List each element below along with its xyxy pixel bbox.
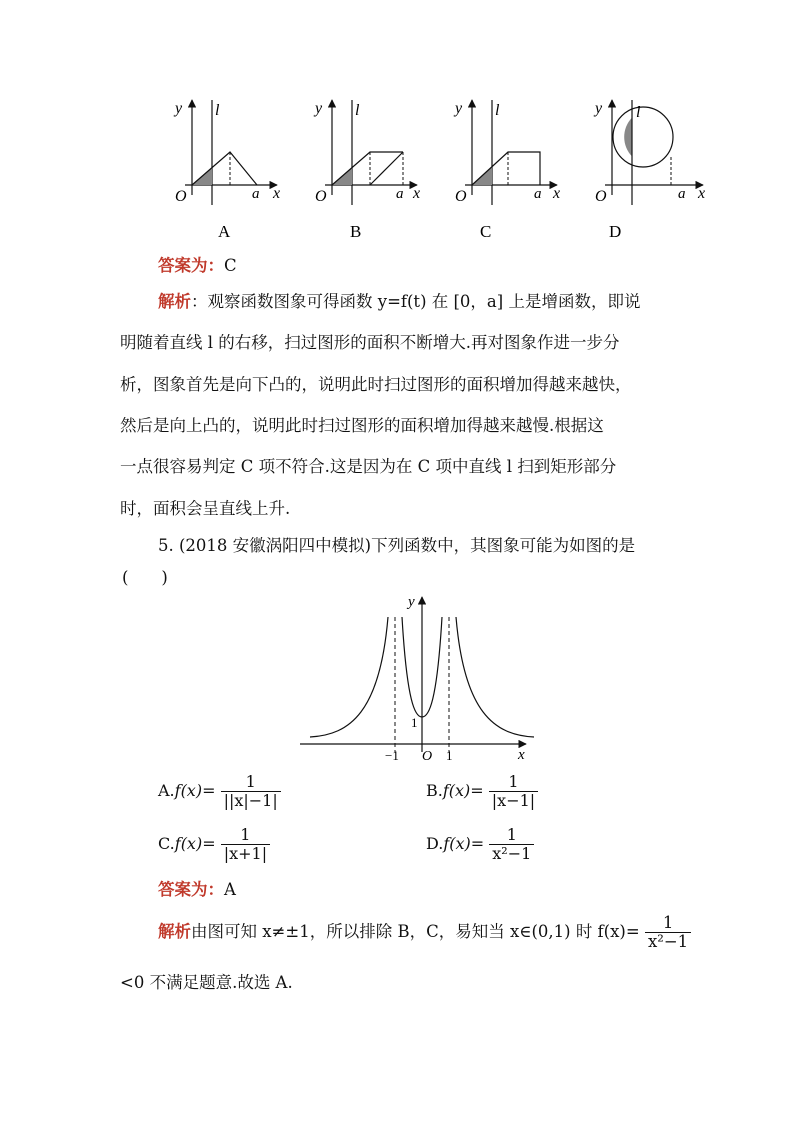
- q4-explain-line-4: 然后是向上凸的，说明此时扫过图形的面积增加得越来越慢.根据这: [120, 416, 604, 435]
- option-d-den: x²−1: [492, 844, 532, 863]
- graph-c-y-label: y: [455, 100, 463, 117]
- option-a-prefix: A.: [158, 781, 175, 800]
- graph-d-l-label: l: [636, 104, 641, 121]
- q5-bracket: ( ): [122, 568, 168, 587]
- q5-answer: [158, 880, 236, 900]
- q5-explain-text: 由图可知 x≠±1，所以排除 B，C，易知当 x∈(0,1) 时 f(x)=: [191, 922, 640, 941]
- graph-a-o-label: O: [175, 188, 187, 205]
- option-b-num: 1: [489, 773, 538, 792]
- graph-c-a-label: a: [534, 186, 542, 202]
- option-c-fraction: [221, 826, 270, 863]
- q5-answer-value: A: [224, 880, 236, 899]
- q5-explain-line-2: <0 不满足题意.故选 A.: [120, 973, 293, 992]
- q5-graph-one-label: 1: [411, 715, 418, 730]
- graph-b: [313, 100, 420, 241]
- q5-graph-pos1-label: 1: [446, 748, 453, 763]
- option-c-num: 1: [221, 826, 270, 845]
- graph-a-l-label: l: [215, 102, 220, 119]
- answer-value: C: [224, 256, 237, 275]
- q5-graph-neg1-label: −1: [385, 748, 399, 763]
- graph-c-o-label: O: [455, 188, 467, 205]
- option-b-den: |x−1|: [491, 791, 536, 810]
- option-d-fraction: [489, 826, 534, 863]
- option-d: [426, 826, 534, 863]
- option-a-fx: f(x)=: [174, 781, 216, 800]
- graph-a: [173, 100, 280, 241]
- q4-explain-line-5: 一点很容易判定 C 项不符合.这是因为在 C 项中直线 l 扫到矩形部分: [120, 457, 617, 476]
- q5-explain-label: 解析: [158, 922, 191, 941]
- q5-explain-den: x²−1: [647, 932, 689, 951]
- graph-c-caption: C: [480, 222, 492, 241]
- graph-c: [453, 100, 560, 241]
- graph-b-x-label: x: [413, 185, 421, 202]
- explain-label: 解析: [158, 292, 191, 311]
- q5-stem: 5. (2018 安徽涡阳四中模拟)下列函数中，其图象可能为如图的是: [158, 536, 636, 555]
- graph-b-o-label: O: [315, 188, 327, 205]
- graph-a-a-label: a: [252, 186, 260, 202]
- q5-explain-line-1: [158, 914, 691, 951]
- graph-b-caption: B: [350, 222, 362, 241]
- option-c-den: |x+1|: [223, 844, 268, 863]
- q5-explain-fraction: [645, 914, 691, 951]
- graph-c-x-label: x: [553, 185, 561, 202]
- q4-answer: [158, 256, 237, 276]
- graph-b-a-label: a: [396, 186, 404, 202]
- option-d-fx: f(x)=: [443, 834, 485, 853]
- q5-graph: [300, 592, 540, 767]
- option-b-prefix: B.: [426, 781, 443, 800]
- q5-graph-y-label: y: [408, 594, 415, 610]
- graph-c-l-label: l: [495, 102, 500, 119]
- q5-graph-origin-label: O: [422, 749, 433, 764]
- graph-d-x-label: x: [698, 185, 706, 202]
- graph-d-y-label: y: [595, 100, 603, 117]
- q4-explain-line-3: 析，图象首先是向下凸的，说明此时扫过图形的面积增加得越来越快，: [120, 375, 632, 394]
- option-d-num: 1: [489, 826, 534, 845]
- q5-explain-num: 1: [645, 914, 691, 933]
- option-c: [158, 826, 270, 863]
- graph-a-x-label: x: [273, 185, 281, 202]
- graph-d-a-label: a: [678, 186, 686, 202]
- option-c-fx: f(x)=: [174, 834, 216, 853]
- option-a: [158, 773, 281, 810]
- graph-a-caption: A: [218, 222, 231, 241]
- q4-graphs: [165, 95, 725, 245]
- option-d-prefix: D.: [426, 834, 444, 853]
- option-b-fraction: [489, 773, 538, 810]
- option-a-den: ||x|−1|: [223, 791, 278, 810]
- option-b: [426, 773, 538, 810]
- q5-answer-label: 答案为：: [158, 880, 224, 899]
- graph-b-l-label: l: [355, 102, 360, 119]
- graph-d-caption: D: [609, 222, 622, 241]
- q4-explain-line-2: 明随着直线 l 的右移，扫过图形的面积不断增大.再对图象作进一步分: [120, 333, 620, 352]
- option-a-fraction: [221, 773, 281, 810]
- q4-explain-line-6: 时，面积会呈直线上升.: [120, 499, 291, 518]
- graph-a-y-label: y: [175, 100, 183, 117]
- answer-label: 答案为：: [158, 256, 224, 275]
- graph-d: [593, 100, 705, 241]
- q5-graph-x-label: x: [518, 747, 525, 763]
- option-b-fx: f(x)=: [442, 781, 484, 800]
- explain-text: ：观察函数图象可得函数 y=f(t) 在 [0，a] 上是增函数，即说: [191, 292, 641, 311]
- q4-explain-line-1: [158, 292, 640, 312]
- graph-d-o-label: O: [595, 188, 607, 205]
- option-a-num: 1: [221, 773, 281, 792]
- option-c-prefix: C.: [158, 834, 175, 853]
- graph-b-y-label: y: [315, 100, 323, 117]
